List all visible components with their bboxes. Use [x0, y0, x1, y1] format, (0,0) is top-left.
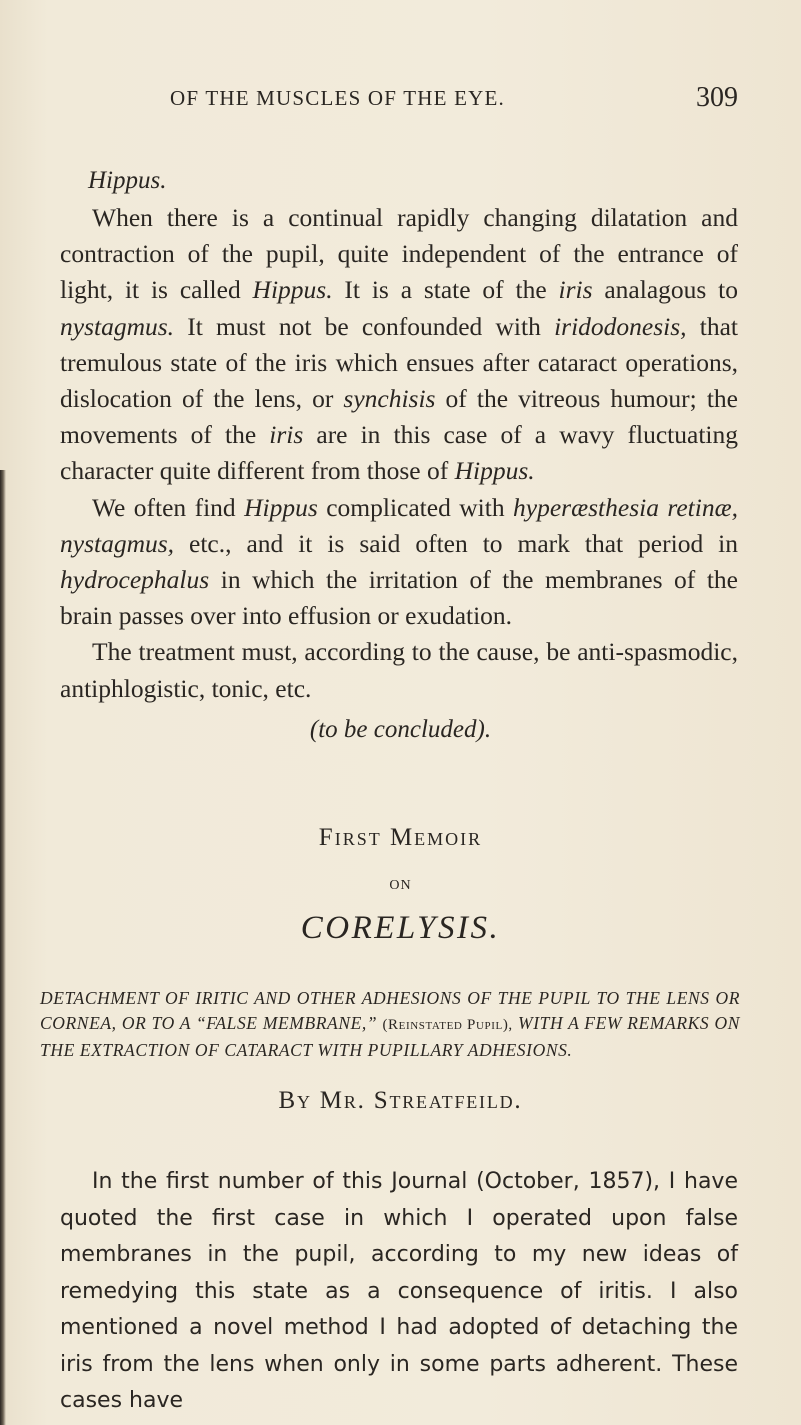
paragraph-memoir-intro: In the first number of this Journal (October, 1857), I have quoted the first case in which I operated upon false membranes in the pupil, according to my new ideas of remedying this state as a consequence of iritis. I also mentioned a novel method I had adopted of detaching the iris from the lens when only in some parts adherent. These cases have — [60, 1169, 738, 1413]
to-be-concluded-note: (to be concluded). — [309, 716, 492, 743]
memoir-author: By Mr. Streatfeild. — [278, 1087, 523, 1114]
paragraph-hippus-treatment: The treatment must, according to the cause, be anti-spasmodic, antiphlogistic, tonic, etc. — [60, 637, 738, 703]
page-gutter-shadow — [0, 470, 6, 1425]
page-number: 309 — [696, 82, 738, 113]
hippus-body — [60, 200, 738, 707]
paragraph-hippus-definition: When there is a continual rapidly changing dilatation and contraction of the pupil, quite independent of the entrance of light, it is called Hippus. It is a state of the iris analagous to nystagmus. It must not be confounded with iridodonesis, that tremulous state of the iris which ensues after cataract operations, dislocation of the lens, or synchisis of the vitreous humour; the movements of the iris are in this case of a wavy fluctuating character quite different from those of Hippus. — [60, 203, 738, 486]
memoir-subtitle: DETACHMENT OF IRITIC AND OTHER ADHESIONS OF THE PUPIL TO THE LENS OR CORNEA, OR TO A “FALSE MEMBRANE,” (Reinstated Pupil), WITH A FEW REMARKS ON THE EXTRACTION OF CATARACT WITH PUPILLARY ADHESIONS. — [40, 988, 740, 1060]
memoir-title: CORELYSIS. — [300, 910, 501, 946]
page-header — [170, 82, 738, 122]
memoir-on: ON — [389, 878, 412, 893]
paragraph-hippus-complications: We often find Hippus complicated with hyperæsthesia retinæ, nystagmus, etc., and it is said often to mark that period in hydrocephalus in which the irritation of the membranes of the brain passes over into effusion or exudation. — [60, 492, 738, 631]
section-title: Hippus. — [88, 167, 167, 194]
memoir-body — [60, 1164, 738, 1420]
memoir-heading: First Memoir — [318, 824, 483, 851]
running-head: OF THE MUSCLES OF THE EYE. — [170, 86, 505, 110]
